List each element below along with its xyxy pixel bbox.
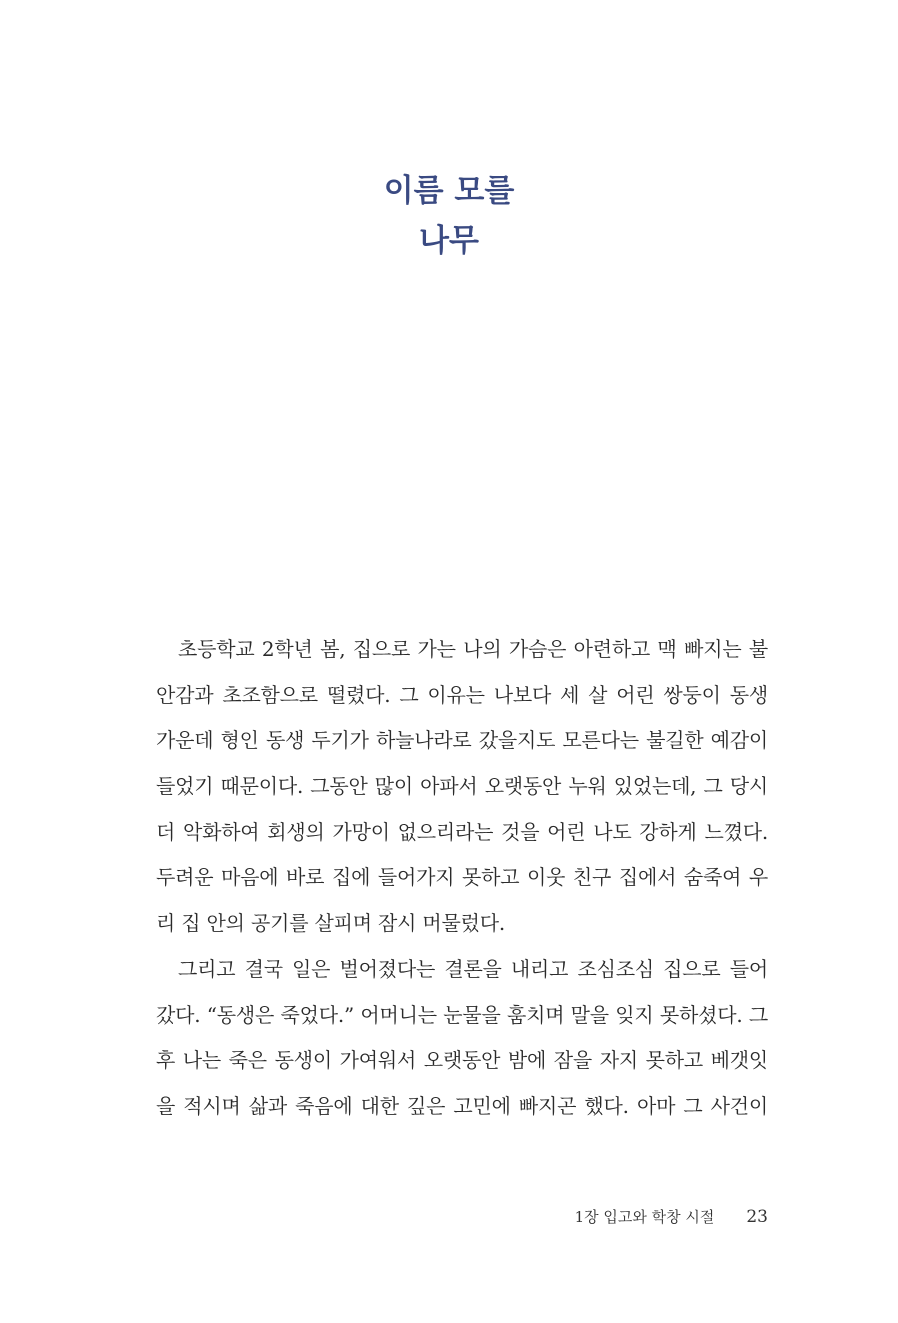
chapter-title-line-2: 나무 xyxy=(419,223,479,259)
paragraph-2-line-1: 그리고 결국 일은 벌어졌다는 결론을 내리고 조심조심 집으로 들어 xyxy=(178,956,768,981)
paragraph-1-line-1: 초등학교 2학년 봄, 집으로 가는 나의 가슴은 아련하고 맥 빠지는 불 xyxy=(178,637,768,661)
body-text xyxy=(156,627,768,1130)
paragraph-1-line-3: 가운데 형인 동생 두기가 하늘나라로 갔을지도 모른다는 불길한 예감이 xyxy=(156,728,768,753)
paragraph-2-line-4: 을 적시며 삶과 죽음에 대한 깊은 고민에 빠지곤 했다. 아마 그 사건이 xyxy=(156,1093,768,1118)
paragraph-1-line-7: 리 집 안의 공기를 살피며 잠시 머물렀다. xyxy=(156,911,506,936)
running-head: 1장 입고와 학창 시절 xyxy=(574,1208,715,1226)
page-number: 23 xyxy=(746,1207,768,1227)
chapter-title-line-1: 이름 모를 xyxy=(383,173,515,209)
paragraph-2-line-2: 갔다. “동생은 죽었다.” 어머니는 눈물을 훔치며 말을 잊지 못하셨다. 그 xyxy=(156,1002,768,1027)
paragraph-1-line-2: 안감과 초조함으로 떨렸다. 그 이유는 나보다 세 살 어린 쌍둥이 동생 xyxy=(156,682,768,707)
paragraph-1-line-5: 더 악화하여 회생의 가망이 없으리라는 것을 어린 나도 강하게 느꼈다. xyxy=(156,819,768,844)
paragraph-1-line-4: 들었기 때문이다. 그동안 많이 아파서 오랫동안 누워 있었는데, 그 당시 xyxy=(156,774,768,799)
paragraph-2-line-3: 후 나는 죽은 동생이 가여워서 오랫동안 밤에 잠을 자지 못하고 베갯잇 xyxy=(156,1048,768,1073)
paragraph-1-line-6: 두려운 마음에 바로 집에 들어가지 못하고 이웃 친구 집에서 숨죽여 우 xyxy=(156,865,768,890)
page-footer xyxy=(575,1206,768,1227)
